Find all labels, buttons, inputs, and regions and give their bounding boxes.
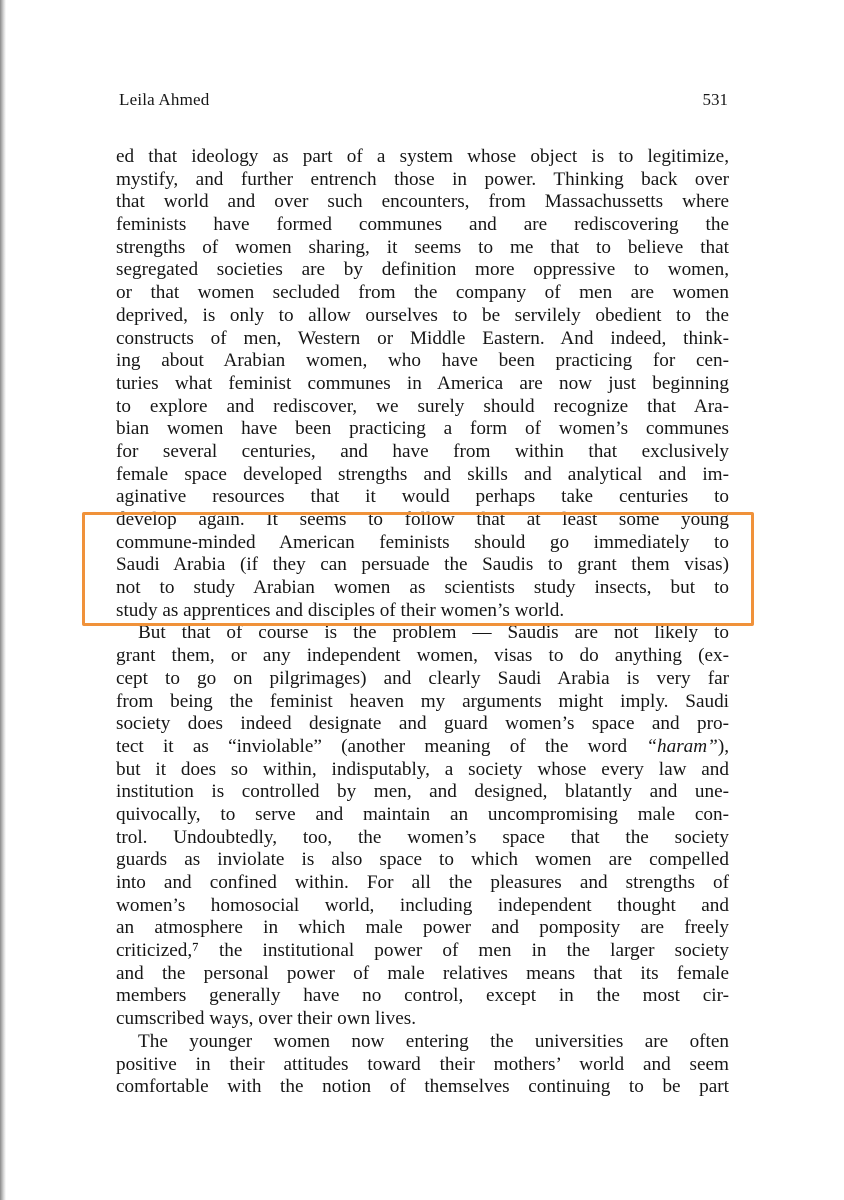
text-line: guards as inviolate is also space to which women are compelled [116,849,729,871]
text-line: an atmosphere in which male power and pomposity are freely [116,917,729,939]
text-line: tect it as “inviolable” (another meaning of the word “haram”), [116,735,729,757]
text-line: criticized,⁷ the institutional power of men in the larger society [116,940,729,962]
text-line: commune-minded American feminists should go immediately to [116,531,729,553]
text-line: aginative resources that it would perhaps take centuries to [116,486,729,508]
text-line: female space developed strengths and skills and analytical and im- [116,463,729,485]
text-line: trol. Undoubtedly, too, the women’s space that the society [116,826,729,848]
text-line: ing about Arabian women, who have been practicing for cen- [116,350,729,372]
text-line: institution is controlled by men, and designed, blatantly and une- [116,781,729,803]
text-line: quivocally, to serve and maintain an uncompromising male con- [116,803,729,825]
text-line: cumscribed ways, over their own lives. [116,1008,416,1030]
text-line: comfortable with the notion of themselves continuing to be part [116,1076,729,1098]
text-line: members generally have no control, except in the most cir- [116,985,729,1007]
text-line: study as apprentices and disciples of their women’s world. [116,599,565,621]
highlight-box [82,512,754,626]
author-name: Leila Ahmed [119,90,210,109]
text-line: deprived, is only to allow ourselves to be servilely obedient to the [116,304,729,326]
text-line: develop again. It seems to follow that at least some young [116,509,729,530]
text-line: feminists have formed communes and are rediscovering the [116,214,729,236]
text-line: into and confined within. For all the pleasures and strengths of [116,872,729,893]
text-line: society does indeed designate and guard women’s space and pro- [116,713,729,735]
text-line: and the personal power of male relatives means that its female [116,962,729,984]
text-line: strengths of women sharing, it seems to me that to believe that [116,236,729,258]
text-line: that world and over such encounters, from Massachussetts where [116,191,729,213]
page-edge-shadow [0,0,6,1200]
text-line: or that women secluded from the company of men are women [116,282,729,304]
running-head [119,90,728,114]
text-line: grant them, or any independent women, visas to do anything (ex- [116,645,729,667]
text-line: The younger women now entering the universities are often [138,1030,729,1052]
text-line: But that of course is the problem — Saudis are not likely to [138,622,729,644]
text-line: constructs of men, Western or Middle Eastern. And indeed, think- [116,327,729,349]
text-line: turies what feminist communes in America are now just beginning [116,372,729,394]
text-line: segregated societies are by definition more oppressive to women, [116,259,729,281]
text-line: mystify, and further entrench those in power. Thinking back over [116,168,729,190]
text-line: cept to go on pilgrimages) and clearly Saudi Arabia is very far [116,667,729,689]
text-line: from being the feminist heaven my arguments might imply. Saudi [116,690,729,712]
text-line: Saudi Arabia (if they can persuade the Saudis to grant them visas) [116,554,729,576]
italic-term: “haram” [646,735,718,757]
text-line: not to study Arabian women as scientists study insects, but to [116,577,729,599]
text-line: for several centuries, and have from within that exclusively [116,440,729,462]
text-line: women’s homosocial world, including independent thought and [116,894,729,916]
page-number: 531 [702,90,728,109]
text-line: to explore and rediscover, we surely should recognize that Ara- [116,395,729,417]
text-line: but it does so within, indisputably, a society whose every law and [116,758,729,780]
text-line: positive in their attitudes toward their mothers’ world and seem [116,1053,729,1075]
text-line: ed that ideology as part of a system whose object is to legitimize, [116,146,729,167]
text-line: bian women have been practicing a form of women’s communes [116,418,729,440]
